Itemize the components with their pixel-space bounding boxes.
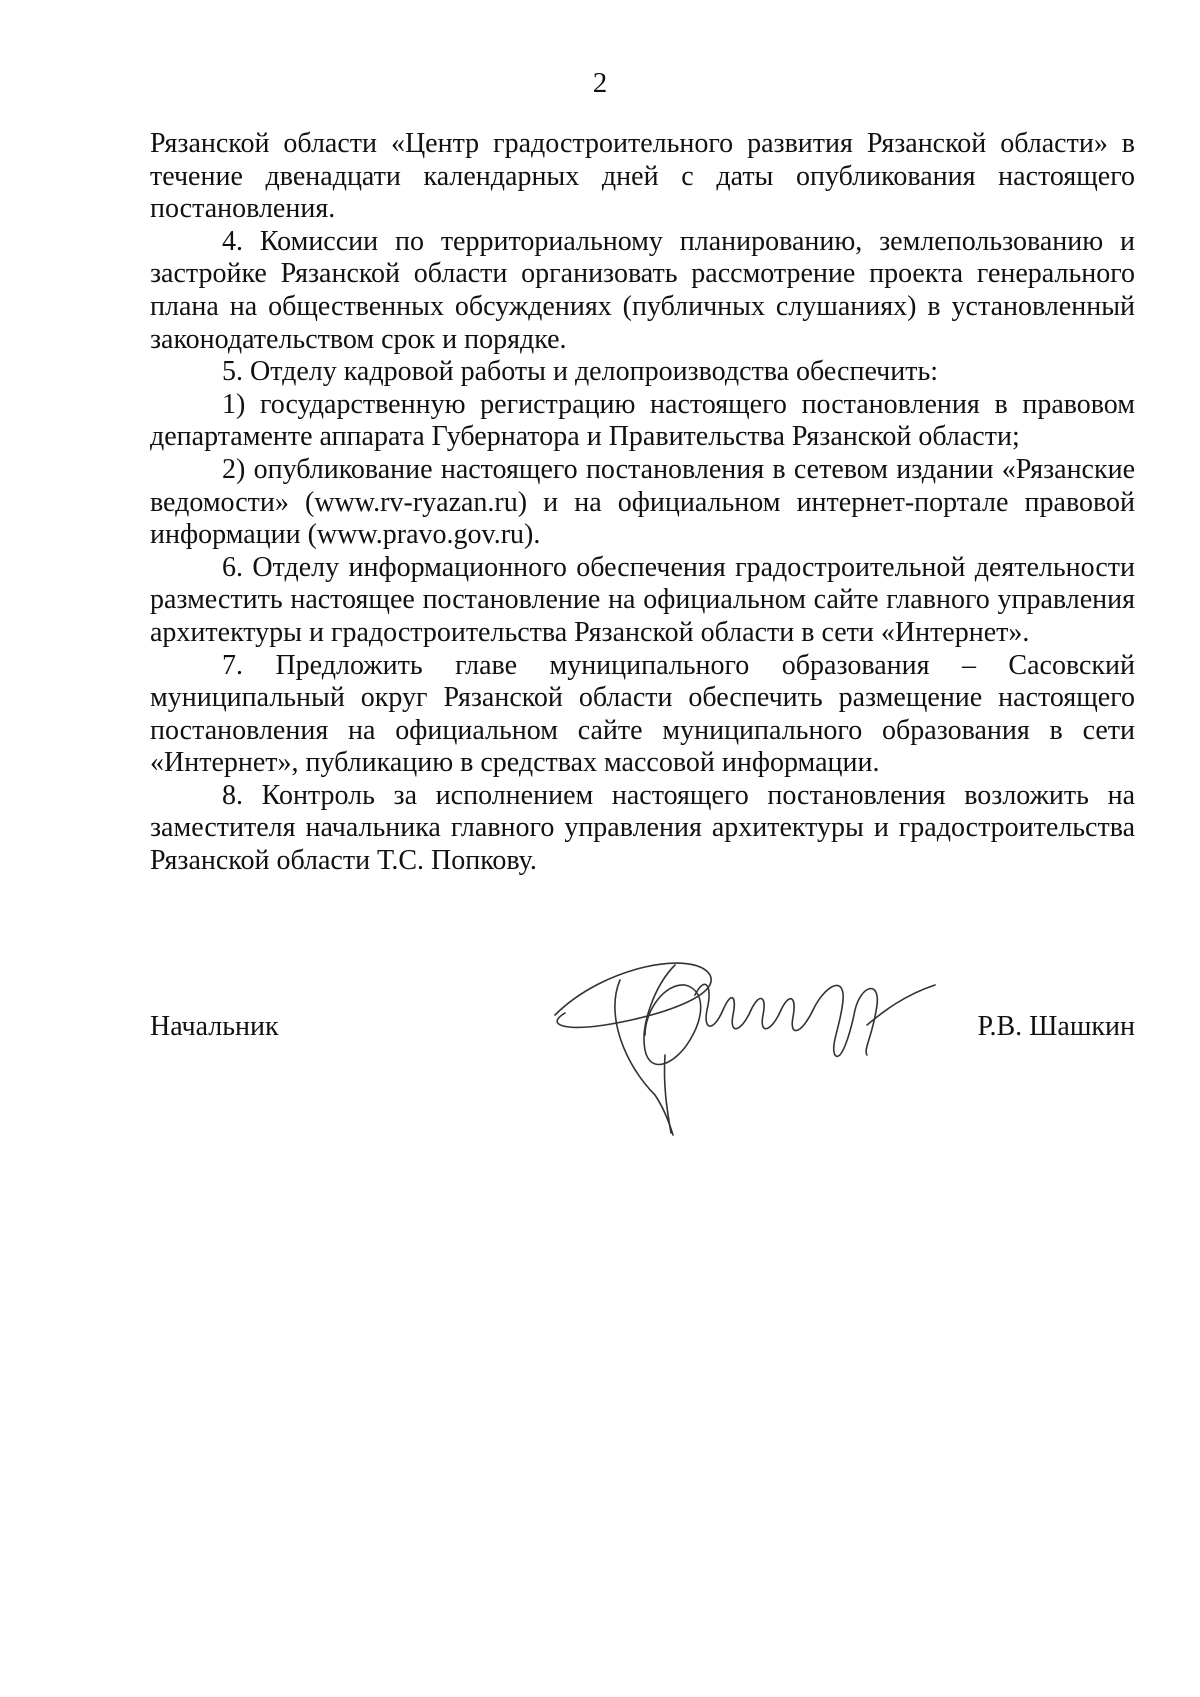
paragraph-item-6: 6. Отделу информационного обеспечения градостроительной деятельности разместить настоящее постановление на официальном сайте главного управления архитектуры и градостроительства Рязанской области в сети «Интернет». [150,551,1135,648]
handwritten-signature [545,955,945,1140]
signature-stroke [695,984,751,1028]
page-number: 2 [592,67,608,99]
paragraph-item-8: 8. Контроль за исполнением настоящего постановления возложить на заместителя начальника главного управления архитектуры и градостроительства Рязанской области Т.С. Попкову. [150,779,1135,877]
paragraph-continuation: Рязанской области «Центр градостроительного развития Рязанской области» в течение двенадцати календарных дней с даты опубликования настоящего постановления. [150,128,1135,225]
signatory-name: Р.В. Шашкин [977,1011,1135,1042]
paragraph-item-5-1: 1) государственную регистрацию настоящего постановления в правовом департаменте аппарата Губернатора и Правительства Рязанской области; [150,388,1135,453]
signature-stroke [555,963,711,1027]
signature-stroke [813,986,877,1057]
paragraph-item-5: 5. Отделу кадровой работы и делопроизводства обеспечить: [222,356,939,388]
paragraph-item-4: 4. Комиссии по территориальному планированию, землепользованию и застройке Рязанской области организовать рассмотрение проекта генерального плана на общественных обсуждениях (публичных слушаниях) в установленный законодательством срок и порядке. [150,225,1135,355]
signature-stroke [751,999,813,1031]
document-body [150,128,1135,878]
paragraph-item-7: 7. Предложить главе муниципального образования – Сасовский муниципальный округ Рязанской области обеспечить размещение настоящего постановления на официальном сайте муниципального образования в сети «Интернет», публикацию в средствах массовой информации. [150,649,1135,779]
paragraph-item-5-2: 2) опубликование настоящего постановления в сетевом издании «Рязанские ведомости» (www.rv-ryazan.ru) и на официальном интернет-портале правовой информации (www.pravo.gov.ru). [150,453,1135,551]
signatory-title: Начальник [150,1011,279,1042]
